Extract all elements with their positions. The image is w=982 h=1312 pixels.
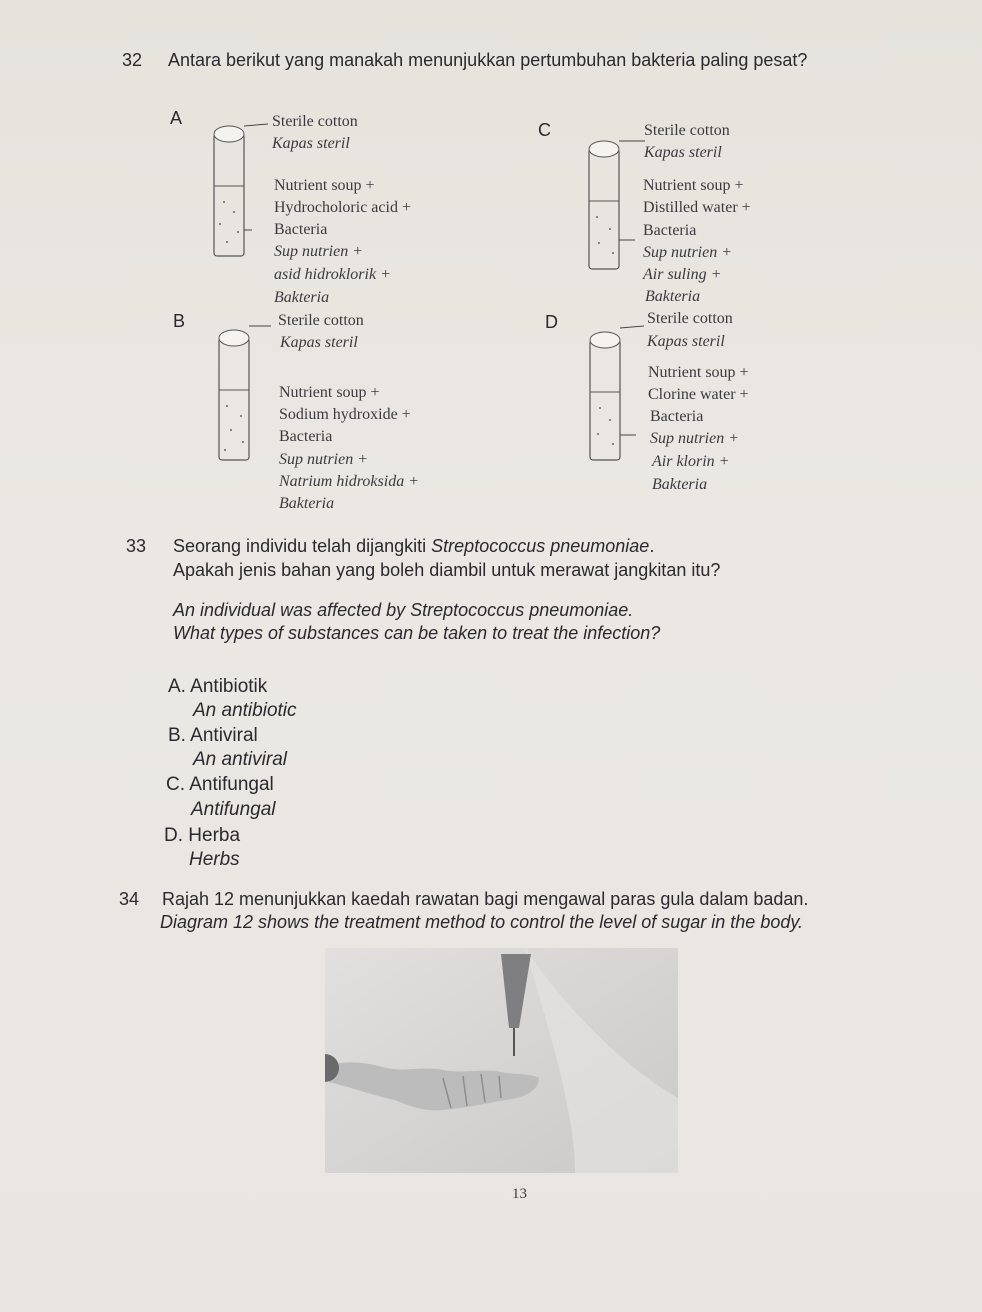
q33-number: 33 xyxy=(126,536,147,556)
option-a-cotton-ms: Kapas steril xyxy=(272,135,350,152)
q34-text-en: Diagram 12 shows the treatment method to control the level of sugar in the body. xyxy=(160,912,804,932)
q33-organism-en: Streptococcus pneumoniae xyxy=(410,600,629,620)
option-b-line1-ms: Sup nutrien + xyxy=(279,451,369,468)
q32-text: Antara berikut yang manakah menunjukkan pertumbuhan bakteria paling pesat? xyxy=(168,50,808,70)
injection-illustration xyxy=(325,948,678,1173)
q32-number: 32 xyxy=(122,50,143,70)
option-a-line1-ms: Sup nutrien + xyxy=(274,243,364,260)
q33-text-ms-part1: Seorang individu telah dijangkiti xyxy=(173,536,432,556)
option-b-line3-en: Bacteria xyxy=(279,428,333,445)
option-d-cotton-en: Sterile cotton xyxy=(647,310,733,327)
option-c-line1-en: Nutrient soup + xyxy=(643,177,744,194)
option-d-line3-ms: Bakteria xyxy=(652,476,708,493)
q32-option-d-letter: D xyxy=(545,312,558,332)
option-d-line1-en: Nutrient soup + xyxy=(648,364,749,381)
q33-option-a: A. Antibiotik xyxy=(168,676,268,697)
option-c-cotton-en: Sterile cotton xyxy=(644,122,730,139)
test-tube-b xyxy=(205,318,285,466)
option-d-line2-en: Clorine water + xyxy=(648,386,749,403)
q33-question-en xyxy=(173,600,633,621)
q33-option-d-en: Herbs xyxy=(189,849,240,870)
q33-text-ms-line2: Apakah jenis bahan yang boleh diambil untuk merawat jangkitan itu? xyxy=(173,560,721,580)
option-c-line2-ms: Air suling + xyxy=(643,266,722,283)
option-a-line3-en: Bacteria xyxy=(274,221,328,238)
q33-text-en-part2: . xyxy=(628,600,634,620)
cotton-plug-d xyxy=(590,332,620,348)
test-tube-d xyxy=(576,318,656,466)
q33-option-d: D. Herba xyxy=(164,825,241,846)
diagram-12-photo xyxy=(325,948,678,1173)
option-a-line2-ms: asid hidroklorik + xyxy=(274,266,391,283)
q32-option-a-letter: A xyxy=(170,108,183,128)
option-c-line3-ms: Bakteria xyxy=(645,288,701,305)
option-c-line2-en: Distilled water + xyxy=(643,199,751,216)
q32-option-c-letter: C xyxy=(538,120,551,140)
option-a-line3-ms: Bakteria xyxy=(274,289,330,306)
option-b-line2-en: Sodium hydroxide + xyxy=(279,406,411,423)
option-b-line3-ms: Bakteria xyxy=(279,495,335,512)
test-tube-a xyxy=(200,112,280,262)
option-a-line2-en: Hydrocholoric acid + xyxy=(274,199,411,216)
figure-caption: 13 xyxy=(512,1186,527,1202)
q33-option-c-en: Antifungal xyxy=(191,799,276,820)
option-c-cotton-ms: Kapas steril xyxy=(644,144,722,161)
option-b-line2-ms: Natrium hidroksida + xyxy=(279,473,419,490)
option-b-cotton-ms: Kapas steril xyxy=(280,334,358,351)
option-b-line1-en: Nutrient soup + xyxy=(279,384,380,401)
q33-text-ms-part2: . xyxy=(649,536,655,556)
option-b-cotton-en: Sterile cotton xyxy=(278,312,364,329)
cotton-plug-b xyxy=(219,330,249,346)
q34-number: 34 xyxy=(119,889,140,909)
option-d-line2-ms: Air klorin + xyxy=(652,453,730,470)
q33-question-ms xyxy=(173,536,654,557)
cotton-plug-c xyxy=(589,141,619,157)
q33-option-b: B. Antiviral xyxy=(168,725,258,746)
option-d-line1-ms: Sup nutrien + xyxy=(650,430,740,447)
option-d-cotton-ms: Kapas steril xyxy=(647,333,725,350)
option-d-line3-en: Bacteria xyxy=(650,408,704,425)
option-c-line3-en: Bacteria xyxy=(643,222,697,239)
q32-option-b-letter: B xyxy=(173,311,186,331)
q34-text-ms: Rajah 12 menunjukkan kaedah rawatan bagi mengawal paras gula dalam badan. xyxy=(162,889,809,909)
q33-text-en-line2: What types of substances can be taken to treat the infection? xyxy=(173,623,661,643)
q33-option-b-en: An antiviral xyxy=(193,749,287,770)
q33-text-en-part1: An individual was affected by xyxy=(173,600,411,620)
cotton-plug-a xyxy=(214,126,244,142)
q33-organism-ms: Streptococcus pneumoniae xyxy=(431,536,650,556)
option-a-cotton-en: Sterile cotton xyxy=(272,113,358,130)
option-c-line1-ms: Sup nutrien + xyxy=(643,244,733,261)
q33-option-a-en: An antibiotic xyxy=(193,700,297,721)
option-a-line1-en: Nutrient soup + xyxy=(274,177,375,194)
q33-option-c: C. Antifungal xyxy=(166,774,274,795)
